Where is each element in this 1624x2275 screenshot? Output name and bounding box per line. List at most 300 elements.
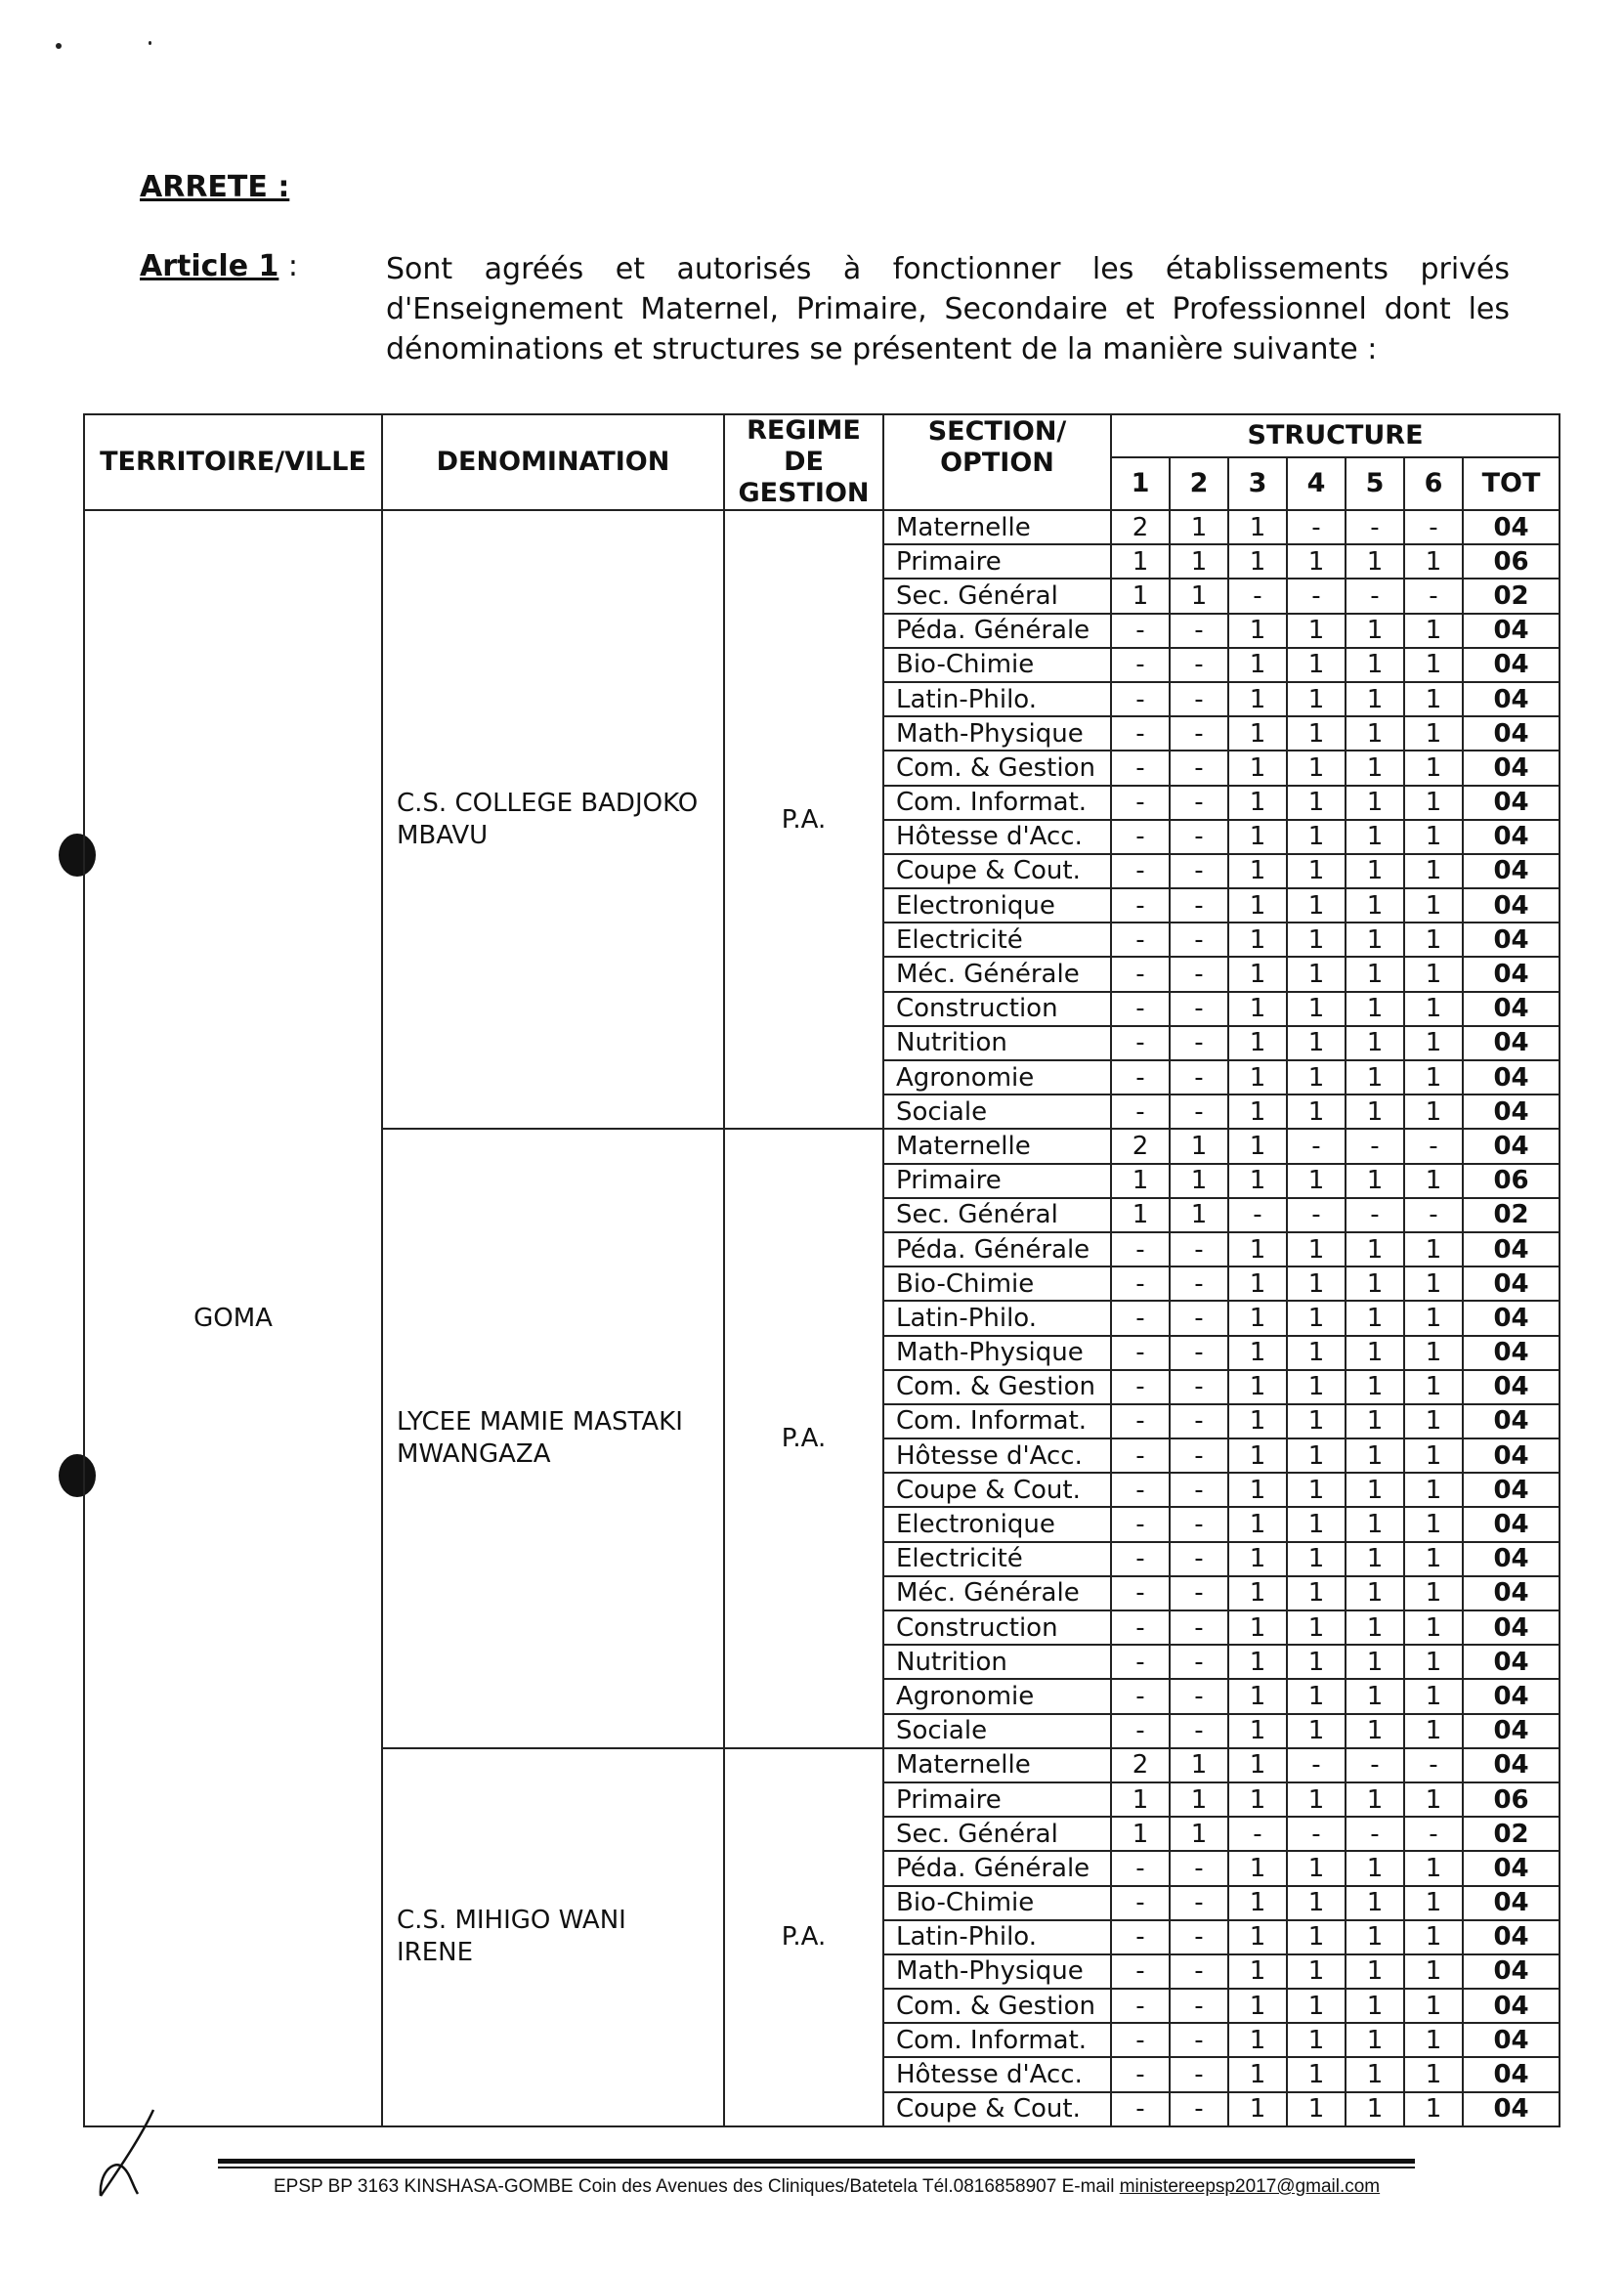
structure-cell-1: -: [1111, 1610, 1170, 1645]
section-cell: Sec. Général: [883, 1198, 1111, 1232]
header-col-2: 2: [1170, 457, 1228, 510]
structure-cell-4: 1: [1287, 1336, 1346, 1370]
section-cell: Latin-Philo.: [883, 1301, 1111, 1335]
structure-cell-4: 1: [1287, 1164, 1346, 1198]
total-cell: 04: [1463, 854, 1560, 888]
structure-cell-5: 1: [1346, 1851, 1404, 1885]
structure-cell-4: 1: [1287, 2092, 1346, 2126]
structure-cell-4: 1: [1287, 614, 1346, 648]
structure-cell-3: 1: [1228, 1920, 1287, 1954]
structure-cell-1: -: [1111, 992, 1170, 1026]
structure-cell-4: 1: [1287, 544, 1346, 579]
section-cell: Electricité: [883, 1542, 1111, 1576]
total-cell: 04: [1463, 1714, 1560, 1748]
structure-cell-6: 1: [1404, 1404, 1463, 1438]
structure-cell-5: -: [1346, 1129, 1404, 1163]
structure-cell-2: -: [1170, 888, 1228, 923]
structure-cell-2: -: [1170, 1576, 1228, 1610]
section-cell: Péda. Générale: [883, 614, 1111, 648]
structure-cell-1: -: [1111, 1336, 1170, 1370]
structure-cell-2: -: [1170, 1920, 1228, 1954]
table-body: [84, 510, 1560, 2126]
section-cell: Péda. Générale: [883, 1232, 1111, 1266]
section-cell: Math-Physique: [883, 1954, 1111, 1989]
structure-cell-3: 1: [1228, 1438, 1287, 1473]
total-cell: 04: [1463, 1954, 1560, 1989]
structure-cell-5: 1: [1346, 786, 1404, 820]
structure-cell-4: 1: [1287, 1438, 1346, 1473]
structure-cell-5: 1: [1346, 1164, 1404, 1198]
structure-cell-3: 1: [1228, 751, 1287, 785]
footer-rule-thin: [218, 2167, 1415, 2168]
total-cell: 04: [1463, 1989, 1560, 2023]
structure-cell-4: 1: [1287, 751, 1346, 785]
structure-cell-6: -: [1404, 1748, 1463, 1782]
section-cell: Sec. Général: [883, 1817, 1111, 1851]
structure-cell-2: -: [1170, 2023, 1228, 2057]
total-cell: 04: [1463, 682, 1560, 716]
header-territoire: TERRITOIRE/VILLE: [84, 414, 382, 510]
total-cell: 04: [1463, 888, 1560, 923]
structure-cell-5: 1: [1346, 648, 1404, 682]
footer-address: [274, 2176, 1380, 2198]
section-cell: Coupe & Cout.: [883, 2092, 1111, 2126]
structure-cell-1: -: [1111, 1060, 1170, 1095]
structure-cell-5: 1: [1346, 1679, 1404, 1713]
structure-cell-5: 1: [1346, 1026, 1404, 1060]
structure-cell-5: 1: [1346, 1920, 1404, 1954]
structure-cell-4: 1: [1287, 716, 1346, 751]
total-cell: 04: [1463, 614, 1560, 648]
structure-cell-2: -: [1170, 1266, 1228, 1301]
structure-cell-5: 1: [1346, 1542, 1404, 1576]
structure-cell-6: 1: [1404, 1301, 1463, 1335]
structure-cell-1: -: [1111, 888, 1170, 923]
structure-cell-3: 1: [1228, 1095, 1287, 1129]
total-cell: 04: [1463, 1610, 1560, 1645]
structure-cell-2: -: [1170, 854, 1228, 888]
structure-cell-5: 1: [1346, 1266, 1404, 1301]
structure-cell-2: -: [1170, 1095, 1228, 1129]
structure-cell-3: 1: [1228, 820, 1287, 854]
structure-cell-6: 1: [1404, 923, 1463, 957]
article-label: [140, 249, 298, 283]
structure-cell-5: -: [1346, 1748, 1404, 1782]
total-cell: 04: [1463, 716, 1560, 751]
section-cell: Primaire: [883, 544, 1111, 579]
structure-cell-6: 1: [1404, 1679, 1463, 1713]
structure-cell-5: 1: [1346, 1886, 1404, 1920]
structure-cell-3: 1: [1228, 786, 1287, 820]
structure-cell-6: 1: [1404, 1851, 1463, 1885]
header-col-1: 1: [1111, 457, 1170, 510]
structure-cell-6: 1: [1404, 820, 1463, 854]
structure-cell-2: -: [1170, 786, 1228, 820]
denomination-cell: [382, 510, 724, 1129]
section-cell: Latin-Philo.: [883, 682, 1111, 716]
structure-cell-6: 1: [1404, 2057, 1463, 2091]
structure-cell-3: 1: [1228, 992, 1287, 1026]
structure-cell-6: 1: [1404, 957, 1463, 991]
structure-cell-1: -: [1111, 751, 1170, 785]
header-regime-line: GESTION: [738, 478, 870, 508]
structure-cell-6: 1: [1404, 1336, 1463, 1370]
total-cell: 04: [1463, 2023, 1560, 2057]
structure-cell-2: -: [1170, 1370, 1228, 1404]
structure-cell-3: 1: [1228, 1129, 1287, 1163]
structure-cell-3: 1: [1228, 544, 1287, 579]
structure-cell-3: 1: [1228, 1851, 1287, 1885]
structure-cell-6: 1: [1404, 751, 1463, 785]
structure-cell-5: 1: [1346, 1438, 1404, 1473]
structure-cell-5: 1: [1346, 1645, 1404, 1679]
structure-cell-5: 1: [1346, 1989, 1404, 2023]
structure-cell-2: -: [1170, 1232, 1228, 1266]
structure-cell-1: -: [1111, 957, 1170, 991]
section-cell: Electricité: [883, 923, 1111, 957]
section-cell: Coupe & Cout.: [883, 1473, 1111, 1507]
structure-cell-1: -: [1111, 1954, 1170, 1989]
structure-cell-2: -: [1170, 1301, 1228, 1335]
structure-cell-6: -: [1404, 1198, 1463, 1232]
structure-cell-6: 1: [1404, 1920, 1463, 1954]
section-cell: Coupe & Cout.: [883, 854, 1111, 888]
section-cell: Méc. Générale: [883, 1576, 1111, 1610]
structure-cell-6: 1: [1404, 2092, 1463, 2126]
total-cell: 06: [1463, 1164, 1560, 1198]
structure-cell-5: 1: [1346, 1714, 1404, 1748]
structure-cell-6: 1: [1404, 1164, 1463, 1198]
structure-cell-1: -: [1111, 1645, 1170, 1679]
regime-cell: P.A.: [724, 1129, 883, 1747]
structure-cell-6: 1: [1404, 854, 1463, 888]
structure-cell-5: 1: [1346, 1404, 1404, 1438]
structure-cell-3: 1: [1228, 888, 1287, 923]
structure-cell-6: 1: [1404, 716, 1463, 751]
header-col-tot: TOT: [1463, 457, 1560, 510]
structure-cell-2: -: [1170, 2092, 1228, 2126]
structure-cell-1: 2: [1111, 510, 1170, 544]
structure-cell-1: -: [1111, 2057, 1170, 2091]
structure-cell-2: 1: [1170, 1129, 1228, 1163]
structure-cell-4: -: [1287, 579, 1346, 613]
schools-table-wrapper: [83, 413, 1559, 2132]
structure-cell-3: 1: [1228, 1370, 1287, 1404]
section-cell: Primaire: [883, 1164, 1111, 1198]
structure-cell-5: 1: [1346, 682, 1404, 716]
section-cell: Péda. Générale: [883, 1851, 1111, 1885]
section-cell: Construction: [883, 1610, 1111, 1645]
total-cell: 04: [1463, 1404, 1560, 1438]
structure-cell-2: -: [1170, 1714, 1228, 1748]
section-cell: Electronique: [883, 1507, 1111, 1541]
structure-cell-1: -: [1111, 1438, 1170, 1473]
total-cell: 04: [1463, 751, 1560, 785]
structure-cell-4: 1: [1287, 1507, 1346, 1541]
structure-cell-2: -: [1170, 1989, 1228, 2023]
total-cell: 06: [1463, 544, 1560, 579]
structure-cell-4: 1: [1287, 1851, 1346, 1885]
structure-cell-4: 1: [1287, 992, 1346, 1026]
structure-cell-1: 1: [1111, 579, 1170, 613]
structure-cell-3: 1: [1228, 1748, 1287, 1782]
structure-cell-3: 1: [1228, 1542, 1287, 1576]
section-cell: Electronique: [883, 888, 1111, 923]
scan-speck: [149, 41, 151, 45]
section-cell: Maternelle: [883, 1129, 1111, 1163]
section-cell: Construction: [883, 992, 1111, 1026]
structure-cell-4: 1: [1287, 1404, 1346, 1438]
section-cell: Maternelle: [883, 1748, 1111, 1782]
structure-cell-2: -: [1170, 682, 1228, 716]
structure-cell-1: -: [1111, 1542, 1170, 1576]
structure-cell-1: 1: [1111, 1817, 1170, 1851]
structure-cell-1: -: [1111, 1851, 1170, 1885]
structure-cell-5: -: [1346, 510, 1404, 544]
structure-cell-3: 1: [1228, 716, 1287, 751]
structure-cell-5: -: [1346, 1198, 1404, 1232]
total-cell: 04: [1463, 1266, 1560, 1301]
denomination-line: MBAVU: [397, 820, 489, 850]
scan-speck: [56, 43, 62, 49]
total-cell: 04: [1463, 1095, 1560, 1129]
total-cell: 02: [1463, 1198, 1560, 1232]
denomination-cell: [382, 1129, 724, 1747]
structure-cell-1: -: [1111, 786, 1170, 820]
structure-cell-5: 1: [1346, 1336, 1404, 1370]
structure-cell-6: 1: [1404, 1782, 1463, 1817]
structure-cell-4: 1: [1287, 1542, 1346, 1576]
structure-cell-2: -: [1170, 1473, 1228, 1507]
structure-cell-1: -: [1111, 1886, 1170, 1920]
schools-table: [83, 413, 1560, 2127]
structure-cell-1: 1: [1111, 544, 1170, 579]
structure-cell-6: 1: [1404, 614, 1463, 648]
structure-cell-5: 1: [1346, 1507, 1404, 1541]
structure-cell-5: 1: [1346, 2092, 1404, 2126]
structure-cell-5: 1: [1346, 2057, 1404, 2091]
structure-cell-2: -: [1170, 957, 1228, 991]
structure-cell-3: 1: [1228, 614, 1287, 648]
structure-cell-6: 1: [1404, 1954, 1463, 1989]
section-cell: Nutrition: [883, 1645, 1111, 1679]
structure-cell-2: 1: [1170, 1748, 1228, 1782]
structure-cell-4: 1: [1287, 1060, 1346, 1095]
header-section: [883, 414, 1111, 510]
structure-cell-6: 1: [1404, 992, 1463, 1026]
section-cell: Com. & Gestion: [883, 1989, 1111, 2023]
structure-cell-2: -: [1170, 648, 1228, 682]
structure-cell-1: -: [1111, 1679, 1170, 1713]
structure-cell-3: 1: [1228, 1266, 1287, 1301]
structure-cell-6: 1: [1404, 544, 1463, 579]
section-cell: Hôtesse d'Acc.: [883, 2057, 1111, 2091]
structure-cell-3: 1: [1228, 1507, 1287, 1541]
structure-cell-2: -: [1170, 2057, 1228, 2091]
section-cell: Latin-Philo.: [883, 1920, 1111, 1954]
structure-cell-1: 1: [1111, 1198, 1170, 1232]
structure-cell-6: 1: [1404, 1473, 1463, 1507]
structure-cell-3: 1: [1228, 1886, 1287, 1920]
article-line: dénominations et structures se présentent de la manière suivante :: [386, 332, 1378, 366]
structure-cell-3: 1: [1228, 1404, 1287, 1438]
structure-cell-5: 1: [1346, 544, 1404, 579]
structure-cell-3: -: [1228, 579, 1287, 613]
total-cell: 04: [1463, 2057, 1560, 2091]
total-cell: 02: [1463, 579, 1560, 613]
structure-cell-2: -: [1170, 1645, 1228, 1679]
structure-cell-4: 1: [1287, 1370, 1346, 1404]
article-colon: :: [278, 249, 299, 283]
structure-cell-6: 1: [1404, 1266, 1463, 1301]
structure-cell-3: 1: [1228, 1164, 1287, 1198]
structure-cell-6: 1: [1404, 1610, 1463, 1645]
structure-cell-4: 1: [1287, 2023, 1346, 2057]
structure-cell-5: 1: [1346, 2023, 1404, 2057]
structure-cell-6: -: [1404, 1129, 1463, 1163]
structure-cell-5: 1: [1346, 820, 1404, 854]
structure-cell-2: 1: [1170, 1164, 1228, 1198]
structure-cell-1: -: [1111, 1473, 1170, 1507]
structure-cell-3: 1: [1228, 1576, 1287, 1610]
structure-cell-5: 1: [1346, 751, 1404, 785]
structure-cell-5: 1: [1346, 1370, 1404, 1404]
structure-cell-2: -: [1170, 992, 1228, 1026]
structure-cell-1: -: [1111, 923, 1170, 957]
section-cell: Math-Physique: [883, 716, 1111, 751]
structure-cell-2: -: [1170, 1336, 1228, 1370]
structure-cell-4: 1: [1287, 648, 1346, 682]
structure-cell-4: -: [1287, 1817, 1346, 1851]
structure-cell-6: 1: [1404, 888, 1463, 923]
structure-cell-4: -: [1287, 1129, 1346, 1163]
total-cell: 04: [1463, 1645, 1560, 1679]
header-structure: STRUCTURE: [1111, 414, 1560, 457]
total-cell: 04: [1463, 923, 1560, 957]
structure-cell-4: 1: [1287, 820, 1346, 854]
structure-cell-3: 1: [1228, 1301, 1287, 1335]
total-cell: 02: [1463, 1817, 1560, 1851]
structure-cell-4: 1: [1287, 1301, 1346, 1335]
structure-cell-5: 1: [1346, 1232, 1404, 1266]
structure-cell-1: -: [1111, 716, 1170, 751]
structure-cell-5: 1: [1346, 992, 1404, 1026]
structure-cell-3: -: [1228, 1198, 1287, 1232]
structure-cell-4: -: [1287, 510, 1346, 544]
structure-cell-1: -: [1111, 1301, 1170, 1335]
structure-cell-6: 1: [1404, 2023, 1463, 2057]
footer-email[interactable]: ministereepsp2017@gmail.com: [1119, 2176, 1381, 2197]
structure-cell-6: 1: [1404, 1095, 1463, 1129]
denomination-cell: [382, 1748, 724, 2126]
structure-cell-1: -: [1111, 1095, 1170, 1129]
structure-cell-6: 1: [1404, 1438, 1463, 1473]
structure-cell-2: -: [1170, 1610, 1228, 1645]
section-cell: Com. Informat.: [883, 2023, 1111, 2057]
structure-cell-1: -: [1111, 854, 1170, 888]
structure-cell-4: 1: [1287, 1026, 1346, 1060]
structure-cell-2: -: [1170, 1026, 1228, 1060]
header-col-3: 3: [1228, 457, 1287, 510]
structure-cell-1: -: [1111, 1404, 1170, 1438]
structure-cell-6: -: [1404, 579, 1463, 613]
structure-cell-1: -: [1111, 614, 1170, 648]
structure-cell-4: 1: [1287, 682, 1346, 716]
total-cell: 04: [1463, 1473, 1560, 1507]
structure-cell-5: 1: [1346, 1782, 1404, 1817]
structure-cell-5: 1: [1346, 614, 1404, 648]
structure-cell-3: -: [1228, 1817, 1287, 1851]
total-cell: 04: [1463, 1886, 1560, 1920]
total-cell: 04: [1463, 1232, 1560, 1266]
structure-cell-6: 1: [1404, 1060, 1463, 1095]
structure-cell-3: 1: [1228, 1336, 1287, 1370]
structure-cell-2: -: [1170, 1851, 1228, 1885]
structure-cell-2: 1: [1170, 1198, 1228, 1232]
structure-cell-6: 1: [1404, 682, 1463, 716]
structure-cell-5: 1: [1346, 1095, 1404, 1129]
structure-cell-3: 1: [1228, 923, 1287, 957]
total-cell: 04: [1463, 957, 1560, 991]
structure-cell-1: -: [1111, 1026, 1170, 1060]
structure-cell-6: 1: [1404, 1714, 1463, 1748]
section-cell: Bio-Chimie: [883, 648, 1111, 682]
total-cell: 04: [1463, 510, 1560, 544]
section-cell: Sociale: [883, 1095, 1111, 1129]
structure-cell-1: -: [1111, 682, 1170, 716]
structure-cell-3: 1: [1228, 854, 1287, 888]
section-cell: Méc. Générale: [883, 957, 1111, 991]
total-cell: 04: [1463, 1301, 1560, 1335]
total-cell: 04: [1463, 1920, 1560, 1954]
structure-cell-5: 1: [1346, 1060, 1404, 1095]
structure-cell-4: 1: [1287, 1989, 1346, 2023]
structure-cell-3: 1: [1228, 2023, 1287, 2057]
section-cell: Com. Informat.: [883, 786, 1111, 820]
structure-cell-4: 1: [1287, 786, 1346, 820]
structure-cell-6: -: [1404, 510, 1463, 544]
section-cell: Hôtesse d'Acc.: [883, 1438, 1111, 1473]
structure-cell-5: 1: [1346, 957, 1404, 991]
structure-cell-2: 1: [1170, 510, 1228, 544]
section-cell: Com. & Gestion: [883, 1370, 1111, 1404]
structure-cell-4: 1: [1287, 1886, 1346, 1920]
total-cell: 04: [1463, 1129, 1560, 1163]
structure-cell-5: 1: [1346, 1576, 1404, 1610]
structure-cell-3: 1: [1228, 1679, 1287, 1713]
structure-cell-1: 1: [1111, 1782, 1170, 1817]
table-row: [84, 510, 1560, 544]
structure-cell-4: 1: [1287, 1954, 1346, 1989]
structure-cell-4: -: [1287, 1198, 1346, 1232]
structure-cell-4: 1: [1287, 957, 1346, 991]
structure-cell-5: 1: [1346, 888, 1404, 923]
structure-cell-6: 1: [1404, 1542, 1463, 1576]
structure-cell-4: 1: [1287, 888, 1346, 923]
section-cell: Agronomie: [883, 1060, 1111, 1095]
total-cell: 04: [1463, 1507, 1560, 1541]
structure-cell-3: 1: [1228, 648, 1287, 682]
article-line: Sont agréés et autorisés à fonctionner les établissements privés: [386, 252, 1510, 286]
structure-cell-1: -: [1111, 1370, 1170, 1404]
structure-cell-6: -: [1404, 1817, 1463, 1851]
total-cell: 04: [1463, 1026, 1560, 1060]
structure-cell-4: 1: [1287, 1610, 1346, 1645]
denomination-line: MWANGAZA: [397, 1439, 551, 1470]
structure-cell-4: 1: [1287, 923, 1346, 957]
total-cell: 06: [1463, 1782, 1560, 1817]
footer-text: EPSP BP 3163 KINSHASA-GOMBE Coin des Avenues des Cliniques/Batetela Tél.0816858907 E-mail: [274, 2176, 1120, 2197]
